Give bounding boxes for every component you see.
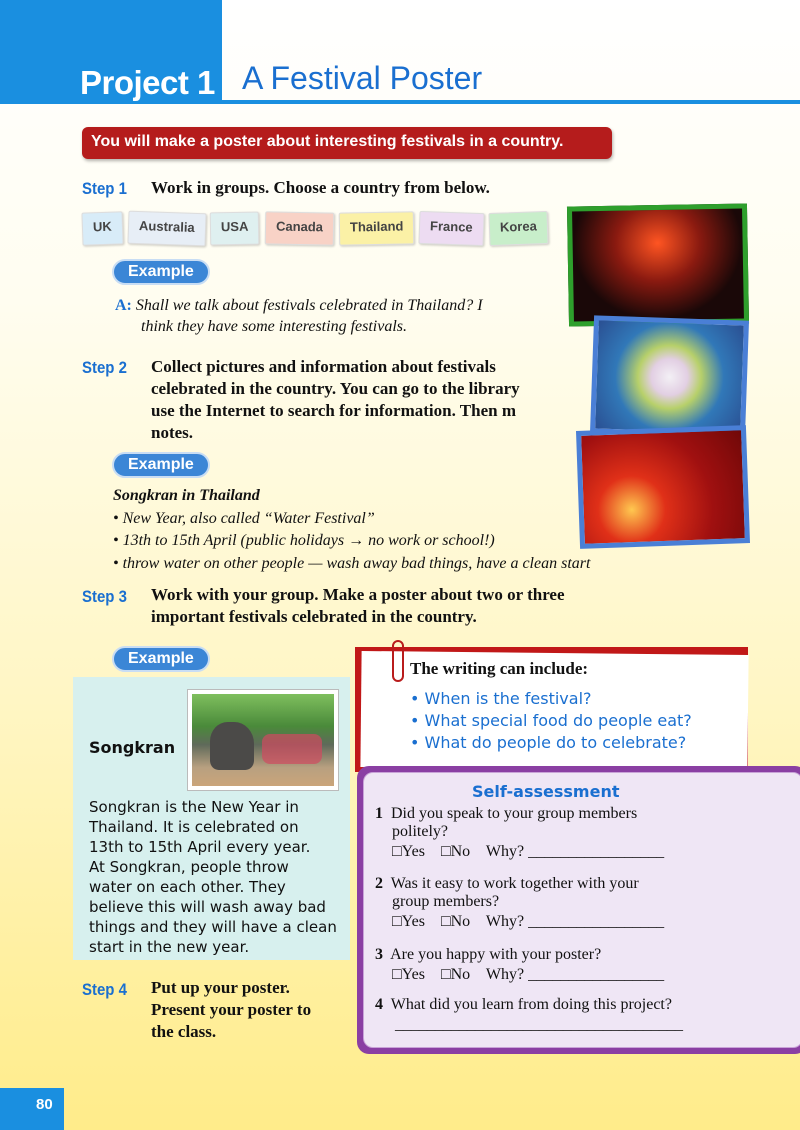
country-list (82, 212, 548, 245)
answer-line[interactable]: ____________________________________ (395, 1016, 683, 1033)
yes-checkbox[interactable]: □Yes (392, 913, 425, 930)
q-number: 4 (375, 996, 383, 1013)
step2-text (151, 356, 591, 444)
card-line: At Songkran, people throw (89, 858, 289, 876)
country-australia[interactable]: Australia (127, 211, 206, 247)
sa-question-1 (375, 805, 795, 861)
project-label: Project 1 (80, 64, 215, 101)
step4-line: Put up your poster. (151, 978, 290, 997)
step3-line: Work with your group. Make a poster about two or three (151, 585, 565, 604)
card-line: water on each other. They (89, 878, 286, 896)
notes-bullet: • throw water on other people — wash away bad things, have a clean start (113, 554, 591, 572)
crowd-shape (262, 734, 322, 764)
step1-text: Work in groups. Choose a country from below. (151, 178, 490, 197)
why-answer-line[interactable]: Why? _________________ (485, 843, 665, 860)
sa-question-4 (375, 996, 795, 1034)
card-body (89, 797, 349, 957)
no-checkbox[interactable]: □No (440, 843, 471, 860)
step4-label: Step 4 (82, 980, 127, 999)
step2-line: Collect pictures and information about festivals (151, 357, 496, 376)
example-line-1: Shall we talk about festivals celebrated in Thailand? I (135, 297, 483, 314)
notes-bullet: • New Year, also called “Water Festival” (113, 509, 375, 527)
country-korea[interactable]: Korea (488, 211, 548, 246)
card-line: Songkran is the New Year in (89, 798, 299, 816)
country-france[interactable]: France (419, 211, 485, 246)
card-line: things and they will have a clean (89, 918, 337, 936)
why-answer-line[interactable]: Why? _________________ (485, 913, 665, 930)
step1-label: Step 1 (82, 179, 127, 198)
step1-example (115, 295, 565, 317)
notes-title: Songkran in Thailand (113, 487, 260, 504)
step2-line: celebrated in the country. You can go to the library (151, 379, 520, 398)
notes-bullet: • 13th to 15th April (public holidays → no work or school!) (113, 532, 495, 549)
intro-banner: You will make a poster about interesting festivals in a country. (82, 127, 612, 159)
step3-line: important festivals celebrated in the country. (151, 607, 477, 626)
note-item: • What special food do people eat? (410, 710, 692, 732)
elephant-shape (210, 722, 254, 770)
page-number: 80 (0, 1088, 64, 1130)
country-usa[interactable]: USA (210, 212, 260, 246)
page-title: A Festival Poster (242, 60, 483, 96)
note-list (410, 688, 692, 754)
festival-photo-fireworks (567, 203, 749, 326)
note-title: The writing can include: (410, 659, 589, 678)
why-answer-line[interactable]: Why? _________________ (485, 966, 665, 983)
paper-clip-icon (392, 640, 404, 682)
q-text: What did you learn from doing this project? (390, 996, 672, 1013)
festival-photo-candles (576, 425, 750, 549)
header-rule (222, 100, 800, 104)
q-number: 2 (375, 875, 383, 892)
step2-line: use the Internet to search for information. Then m (151, 401, 517, 420)
card-line: 13th to 15th April every year. (89, 838, 311, 856)
example-badge-3: Example (112, 646, 210, 672)
card-title: Songkran (89, 738, 176, 757)
self-assessment-title: Self-assessment (472, 782, 620, 801)
step3-label: Step 3 (82, 587, 127, 606)
q-text: Are you happy with your poster? (390, 946, 602, 963)
country-uk[interactable]: UK (81, 211, 123, 245)
step4-text (151, 977, 311, 1043)
q-number: 3 (375, 946, 383, 963)
yes-checkbox[interactable]: □Yes (392, 843, 425, 860)
q-text: Was it easy to work together with your (390, 875, 639, 892)
q-text: group members? (392, 893, 500, 910)
step4-line: the class. (151, 1022, 217, 1041)
no-checkbox[interactable]: □No (440, 913, 471, 930)
step4-line: Present your poster to (151, 1000, 312, 1019)
example-line-2: think they have some interesting festivals. (141, 318, 408, 335)
note-item: • When is the festival? (410, 688, 692, 710)
sa-question-3 (375, 946, 795, 984)
songkran-photo (188, 690, 338, 790)
country-thailand[interactable]: Thailand (339, 211, 415, 245)
yes-checkbox[interactable]: □Yes (392, 966, 425, 983)
card-line: start in the new year. (89, 938, 250, 956)
card-line: believe this will wash away bad (89, 898, 326, 916)
card-line: Thailand. It is celebrated on (89, 818, 299, 836)
festival-photo-mask (590, 315, 749, 438)
no-checkbox[interactable]: □No (440, 966, 471, 983)
step3-text (151, 584, 565, 628)
q-number: 1 (375, 805, 383, 822)
speaker-label: A: (115, 297, 132, 314)
step2-label: Step 2 (82, 358, 127, 377)
songkran-notes (113, 485, 590, 575)
note-item: • What do people do to celebrate? (410, 732, 692, 754)
example-badge-1: Example (112, 259, 210, 285)
country-canada[interactable]: Canada (265, 211, 335, 245)
q-text: politely? (392, 823, 448, 840)
sa-question-2 (375, 875, 795, 931)
step2-line: notes. (151, 423, 194, 442)
example-badge-2: Example (112, 452, 210, 478)
q-text: Did you speak to your group members (391, 805, 638, 822)
